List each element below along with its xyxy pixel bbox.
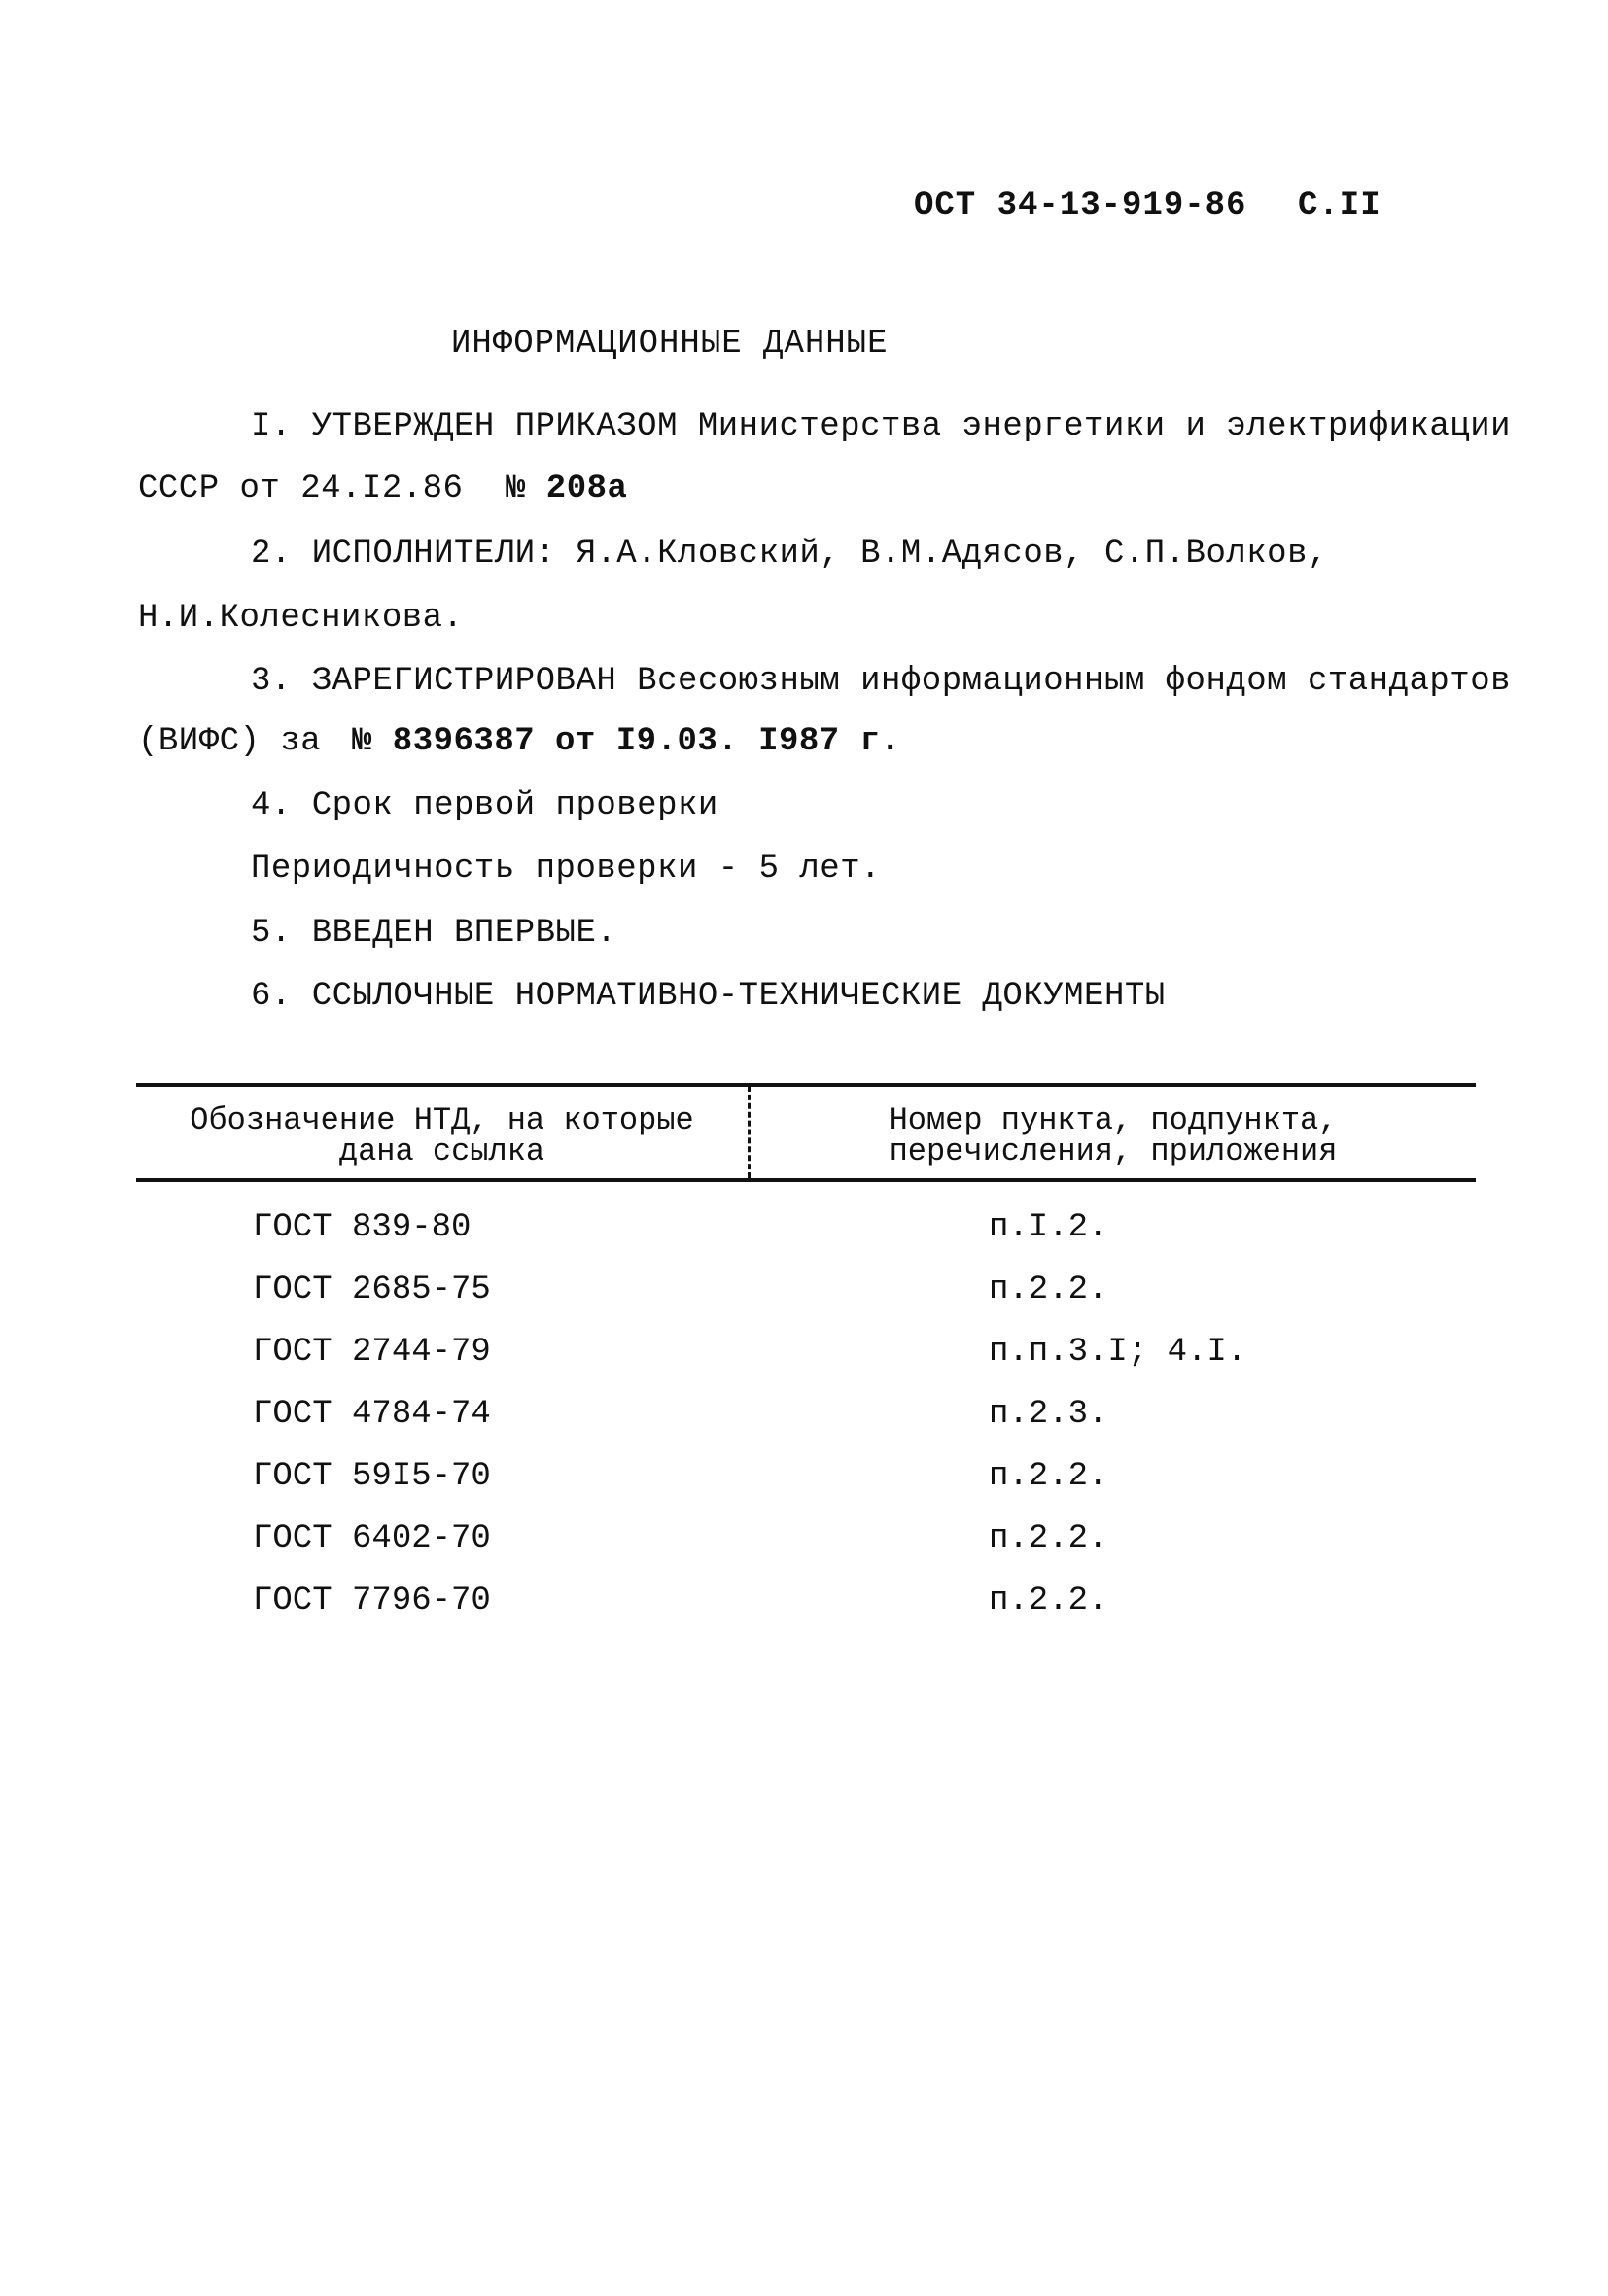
item-1-order-number: № 208а — [506, 470, 628, 507]
item-2-line-1: 2. ИСПОЛНИТЕЛИ: Я.А.Кловский, В.М.Адясов, С.П.Волков, — [251, 536, 1328, 573]
table-header-col1-line-2: дана ссылка — [338, 1133, 545, 1169]
item-5: 5. ВВЕДЕН ВПЕРВЫЕ. — [251, 915, 617, 952]
item-3-registration: № 8396387 от I9.03. I987 г. — [352, 723, 901, 760]
item-4-line-2: Периодичность проверки - 5 лет. — [251, 851, 882, 887]
table-cell-ref: п.I.2. — [989, 1209, 1108, 1246]
table-cell-ref: п.2.2. — [989, 1583, 1108, 1619]
item-1-line-2-date: СССР от 24.I2.86 — [138, 470, 464, 507]
table-header-col2-line-2: перечисления, приложения — [889, 1133, 1338, 1169]
page-number: С.II — [1298, 188, 1381, 225]
item-2-line-2: Н.И.Колесникова. — [138, 600, 464, 637]
table-top-rule — [136, 1083, 1476, 1087]
item-6: 6. ССЫЛОЧНЫЕ НОРМАТИВНО-ТЕХНИЧЕСКИЕ ДОКУМЕНТЫ — [251, 978, 1166, 1015]
item-3-line-1: 3. ЗАРЕГИСТРИРОВАН Всесоюзным информационным фондом стандартов — [251, 663, 1512, 700]
table-header-col2-line-1: Номер пункта, подпункта, — [889, 1102, 1338, 1138]
table-cell-ntd: ГОСТ 2744-79 — [253, 1334, 491, 1371]
table-cell-ref: п.2.2. — [989, 1458, 1108, 1495]
table-cell-ntd: ГОСТ 839-80 — [253, 1209, 472, 1246]
table-cell-ntd: ГОСТ 6402-70 — [253, 1520, 491, 1557]
table-cell-ntd: ГОСТ 2685-75 — [253, 1271, 491, 1308]
item-4-line-1: 4. Срок первой проверки — [251, 787, 718, 824]
section-title: ИНФОРМАЦИОННЫЕ ДАННЫЕ — [451, 326, 889, 363]
item-1-line-1: I. УТВЕРЖДЕН ПРИКАЗОМ Министерства энергетики и электрификации — [251, 408, 1512, 445]
item-3-line-2-prefix: (ВИФС) за — [138, 723, 322, 760]
document-code: ОСТ 34-13-919-86 — [914, 188, 1247, 225]
table-cell-ref: п.2.2. — [989, 1271, 1108, 1308]
table-cell-ref: п.2.2. — [989, 1520, 1108, 1557]
table-cell-ntd: ГОСТ 59I5-70 — [253, 1458, 491, 1495]
table-header-col1-line-1: Обозначение НТД, на которые — [190, 1102, 694, 1138]
table-cell-ref: п.2.3. — [989, 1396, 1108, 1433]
table-cell-ntd: ГОСТ 4784-74 — [253, 1396, 491, 1433]
table-cell-ref: п.п.3.I; 4.I. — [989, 1334, 1247, 1371]
table-cell-ntd: ГОСТ 7796-70 — [253, 1583, 491, 1619]
table-header-rule — [136, 1178, 1476, 1182]
